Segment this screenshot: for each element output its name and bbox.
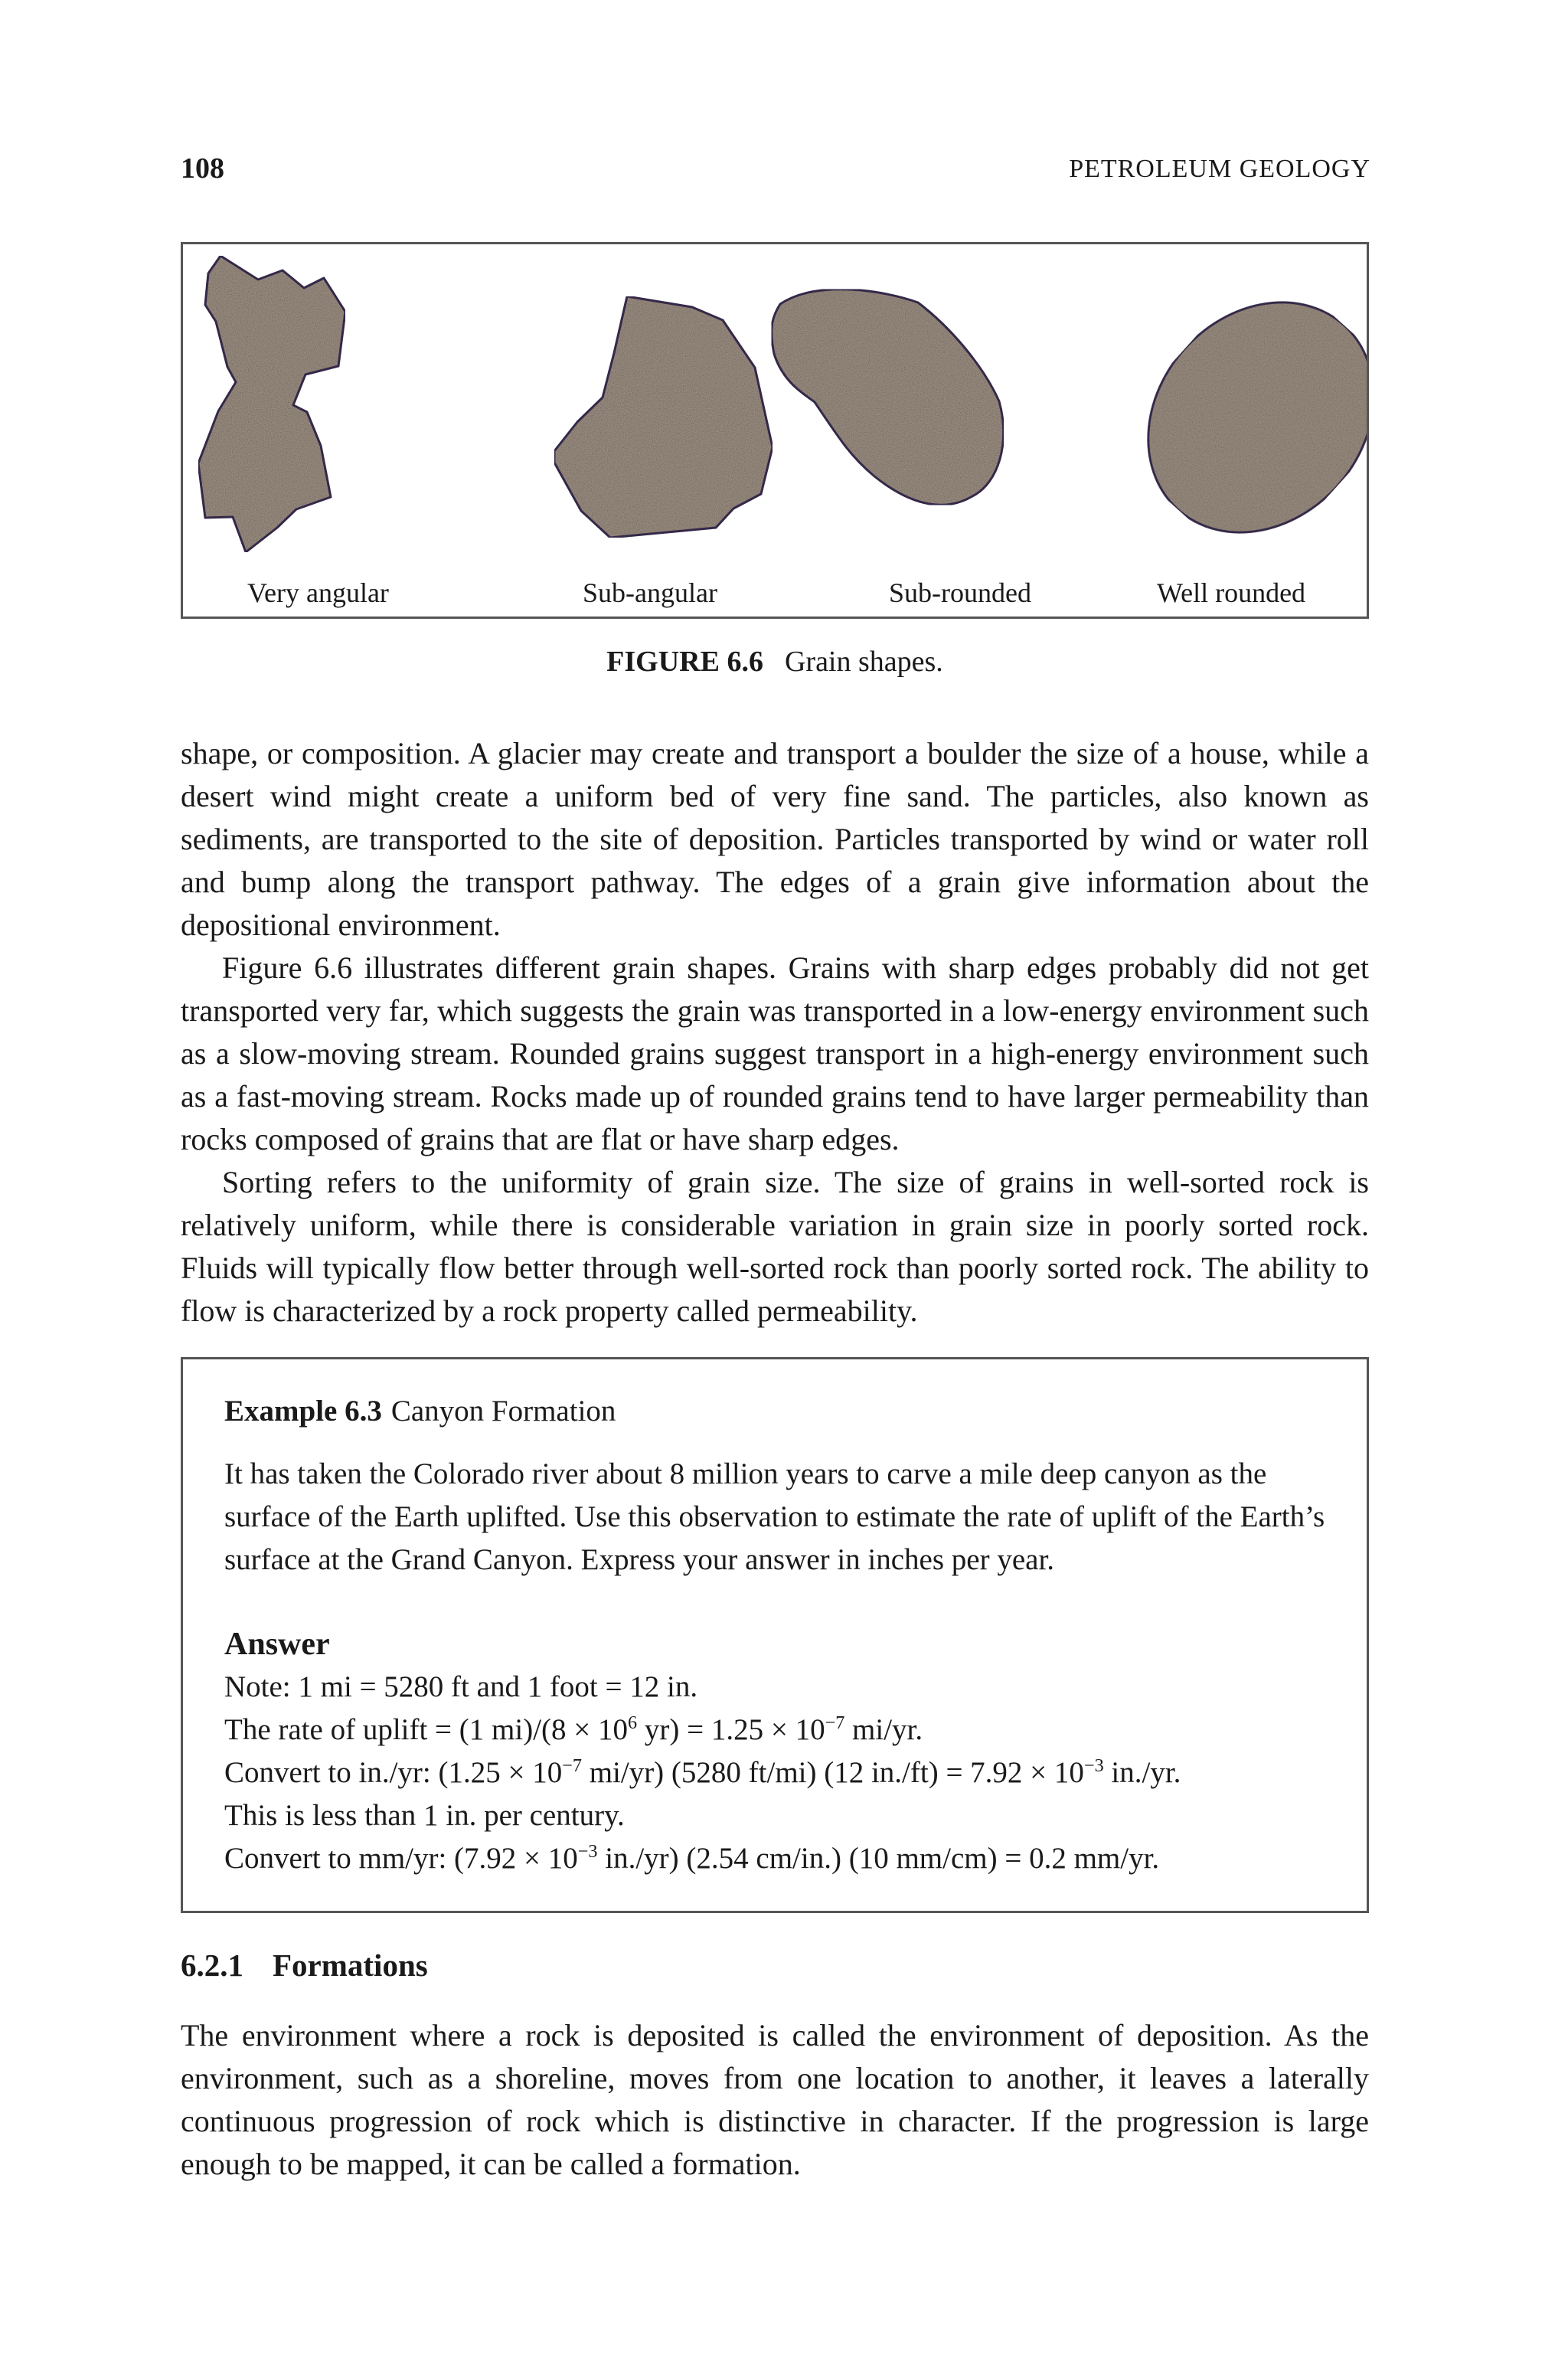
running-head: PETROLEUM GEOLOGY <box>1069 155 1370 183</box>
well-rounded-grain <box>1102 257 1367 578</box>
example-box <box>181 1357 1369 1913</box>
very-angular-grain <box>198 256 345 552</box>
section-body <box>181 2014 1369 2186</box>
example-label: Example 6.3 <box>224 1395 382 1428</box>
answer-line-convert-inches: Convert to in./yr: ($1.25 \times 10^{-7}$ mi/yr) (5280 ft/mi) (12 $in./ft) = 7.92 \times 10^{-3}$ in./yr. <box>224 1755 1181 1789</box>
grain-label-sub-angular: Sub-angular <box>583 577 717 608</box>
example-question: It has taken the Colorado river about 8 million years to carve a mile deep canyon as the surface of the Earth uplifted. Use this observation to estimate the rate of uplift of the Earth’s surface at the Grand Canyon. Express your answer in inches per year. <box>224 1457 1325 1576</box>
body-paragraphs <box>181 732 1369 1333</box>
answer-line-century: This is less than 1 in. per century. <box>224 1799 625 1832</box>
figure-grain-shapes <box>181 242 1369 619</box>
grain-label-well-rounded: Well rounded <box>1157 577 1306 608</box>
grain-illustrations <box>183 244 1367 617</box>
section-title: Formations <box>273 1948 428 1983</box>
grain-label-sub-rounded: Sub-rounded <box>889 577 1031 608</box>
figure-label: FIGURE 6.6 <box>606 646 763 678</box>
answer-note: Note: 1 mi = 5280 ft and 1 foot = 12 in. <box>224 1670 698 1703</box>
paragraph: shape, or composition. A glacier may create and transport a boulder the size of a house, while a desert wind might create a uniform bed of very fine sand. The particles, also known as sediments, are transported to the site of deposition. Particles transported by wind or water roll and bump along the transport pathway. The edges of a grain give information about the depositional environment. <box>181 736 1369 942</box>
paragraph: Figure 6.6 illustrates different grain shapes. Grains with sharp edges probably did not get transported very far, which suggests the grain was transported in a low-energy environment such as a slow-moving stream. Rounded grains suggest transport in a high-energy environment such as a fast-moving stream. Rocks made up of rounded grains tend to have larger permeability than rocks composed of grains that are flat or have sharp edges. <box>181 950 1369 1156</box>
figure-caption-text: Grain shapes. <box>784 646 943 678</box>
figure-caption <box>181 645 1369 679</box>
example-title <box>224 1390 1327 1433</box>
example-title-text: Canyon Formation <box>390 1395 616 1428</box>
page-number: 108 <box>181 152 224 185</box>
sub-rounded-grain <box>772 289 1004 505</box>
section-heading <box>181 1947 428 1984</box>
grain-label-very-angular: Very angular <box>247 577 389 608</box>
answer-heading: Answer <box>224 1627 330 1662</box>
paragraph: The environment where a rock is deposited is called the environment of deposition. As the environment, such as a shoreline, moves from one location to another, it leaves a laterally continuous progression of rock which is distinctive in character. If the progression is large enough to be mapped, it can be called a formation. <box>181 2018 1369 2181</box>
paragraph: Sorting refers to the uniformity of grain size. The size of grains in well-sorted rock is relatively uniform, while there is considerable variation in grain size in poorly sorted rock. Fluids will typically flow better through well-sorted rock than poorly sorted rock. The ability to flow is characterized by a rock property called permeability. <box>181 1165 1369 1328</box>
answer-line-convert-mm: Convert to mm/yr: ($7.92 \times 10^{-3}$ in./yr) (2.54 cm/in.) (10 mm/cm) = 0.2 mm/yr. <box>224 1841 1160 1875</box>
section-number: 6.2.1 <box>181 1948 243 1983</box>
answer-line-uplift: The rate of uplift = (1 $mi)/(8 \times 10^6$ $yr) = 1.25 \times 10^{-7}$ mi/yr. <box>224 1712 923 1746</box>
sub-angular-grain <box>554 296 773 538</box>
